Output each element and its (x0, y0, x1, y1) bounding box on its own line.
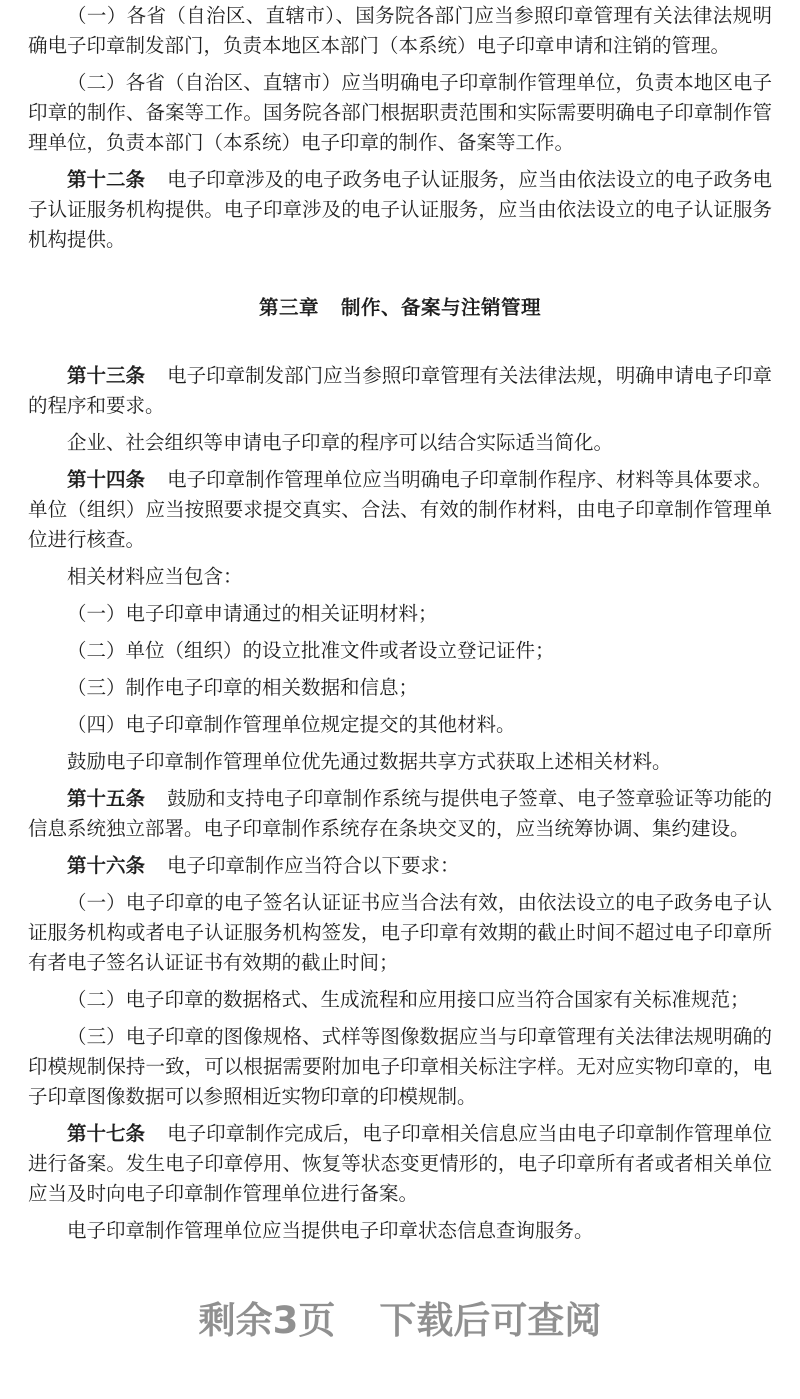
article-14-title: 第十四条 (67, 468, 146, 491)
article-17-title: 第十七条 (67, 1122, 146, 1145)
article-14-text: 电子印章制作管理单位应当明确电子印章制作程序、材料等具体要求。单位（组织）应当按照要求提交真实、合法、有效的制作材料，由电子印章制作管理单位进行核查。 (28, 468, 772, 551)
list-item-2: （二）单位（组织）的设立批准文件或者设立登记证件； (67, 639, 555, 662)
paragraph-14-2: 相关材料应当包含： (67, 565, 243, 588)
list-item-1: （一）电子印章申请通过的相关证明材料； (67, 602, 438, 625)
article-16 (28, 851, 772, 881)
paragraph-13-2: 企业、社会组织等申请电子印章的程序可以结合实际适当简化。 (67, 431, 614, 454)
list-item-3: （三）制作电子印章的相关数据和信息； (67, 676, 419, 699)
article-15-text: 鼓励和支持电子印章制作系统与提供电子签章、电子签章验证等功能的信息系统独立部署。电子印章制作系统存在条块交叉的，应当统筹协调、集约建设。 (28, 787, 772, 840)
remaining-pages-label: 剩余3页 (198, 1299, 336, 1342)
list-item-4: （四）电子印章制作管理单位规定提交的其他材料。 (67, 713, 516, 736)
article-15 (28, 784, 772, 844)
article-13 (28, 361, 772, 421)
article-13-title: 第十三条 (67, 364, 146, 387)
paragraph-11-2: （二）各省（自治区、直辖市）应当明确电子印章制作管理单位，负责本地区电子印章的制作、备案等工作。国务院各部门根据职责范围和实际需要明确电子印章制作管理单位，负责本部门（本系统）电子印章的制作、备案等工作。 (28, 71, 772, 154)
article-12-text: 电子印章涉及的电子政务电子认证服务，应当由依法设立的电子政务电子认证服务机构提供。电子印章涉及的电子认证服务，应当由依法设立的电子认证服务机构提供。 (28, 168, 772, 251)
requirement-2: （二）电子印章的数据格式、生成流程和应用接口应当符合国家有关标准规范； (67, 988, 750, 1011)
paragraph-17-2: 电子印章制作管理单位应当提供电子印章状态信息查询服务。 (67, 1219, 594, 1242)
download-prompt[interactable] (0, 1296, 800, 1346)
document-body (28, 0, 772, 1253)
requirement-3: （三）电子印章的图像规格、式样等图像数据应当与印章管理有关法律法规明确的印模规制保持一致，可以根据需要附加电子印章相关标注字样。无对应实物印章的，电子印章图像数据可以参照相近实物印章的印模规制。 (28, 1025, 772, 1108)
download-to-view-label: 下载后可查阅 (379, 1299, 602, 1342)
chapter-heading (28, 293, 772, 323)
chapter-title: 制作、备案与注销管理 (341, 296, 542, 319)
article-12-title: 第十二条 (67, 168, 146, 191)
article-17 (28, 1119, 772, 1209)
chapter-number: 第三章 (258, 296, 319, 319)
article-16-title: 第十六条 (67, 854, 146, 877)
article-17-text: 电子印章制作完成后，电子印章相关信息应当由电子印章制作管理单位进行备案。发生电子印章停用、恢复等状态变更情形的，电子印章所有者或者相关单位应当及时向电子印章制作管理单位进行备案。 (28, 1122, 772, 1205)
article-15-title: 第十五条 (67, 787, 146, 810)
paragraph-11-1: （一）各省（自治区、直辖市）、国务院各部门应当参照印章管理有关法律法规明确电子印章制发部门，负责本地区本部门（本系统）电子印章申请和注销的管理。 (28, 4, 772, 57)
article-12 (28, 165, 772, 255)
requirement-1: （一）电子印章的电子签名认证证书应当合法有效，由依法设立的电子政务电子认证服务机构或者电子认证服务机构签发，电子印章有效期的截止时间不超过电子印章所有者电子签名认证证书有效期的截止时间； (28, 891, 772, 974)
article-13-text: 电子印章制发部门应当参照印章管理有关法律法规，明确申请电子印章的程序和要求。 (28, 364, 772, 417)
article-16-text: 电子印章制作应当符合以下要求： (167, 854, 460, 877)
paragraph-14-3: 鼓励电子印章制作管理单位优先通过数据共享方式获取上述相关材料。 (67, 750, 672, 773)
article-14 (28, 465, 772, 555)
